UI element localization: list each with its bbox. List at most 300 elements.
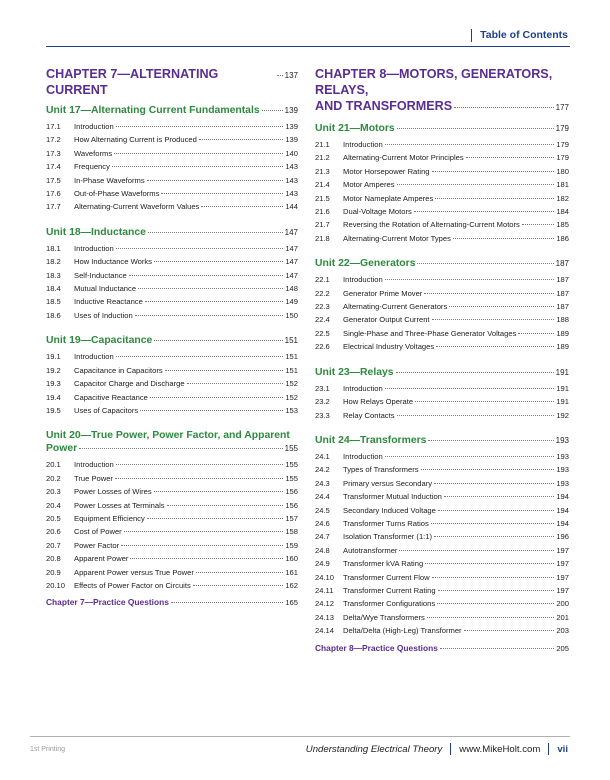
page-number: 152 <box>285 392 298 402</box>
page-number: 192 <box>556 410 569 420</box>
leader-dots <box>440 648 554 649</box>
toc-entry[interactable] <box>315 517 569 530</box>
toc-entry[interactable] <box>315 597 569 610</box>
section-title: Introduction <box>343 275 383 285</box>
section-number: 24.10 <box>315 572 335 582</box>
page-number: 155 <box>285 460 298 470</box>
unit-17-entries <box>46 120 298 214</box>
section-number: 20.7 <box>46 540 61 550</box>
section-number: 18.5 <box>46 297 61 307</box>
page-number: 177 <box>555 103 569 112</box>
leader-dots <box>415 401 554 402</box>
page-number: 139 <box>285 135 298 145</box>
section-number: 20.6 <box>46 527 61 537</box>
section-title: Alternating-Current Motor Principles <box>343 153 464 163</box>
unit-17-heading[interactable] <box>46 104 298 117</box>
toc-entry[interactable] <box>315 382 569 395</box>
toc-right-column <box>315 66 569 656</box>
toc-entry[interactable] <box>46 566 298 579</box>
section-number: 24.9 <box>315 559 330 569</box>
leader-dots <box>434 536 554 537</box>
leader-dots <box>201 206 283 207</box>
chapter-title-line2: AND TRANSFORMERS <box>315 99 453 113</box>
page-number: 149 <box>285 297 298 307</box>
leader-dots <box>199 139 284 140</box>
toc-entry[interactable] <box>46 120 298 133</box>
chapter-7-practice-questions[interactable] <box>46 595 298 610</box>
section-title: Apparent Power <box>74 554 129 564</box>
unit-title: Unit 23—Relays <box>315 366 394 378</box>
leader-dots <box>385 279 555 280</box>
page-number: 147 <box>285 270 298 280</box>
unit-22-heading[interactable] <box>315 257 569 270</box>
page-number: 144 <box>285 202 298 212</box>
section-number: 24.2 <box>315 465 330 475</box>
section-title: Power Factor <box>74 540 120 550</box>
leader-dots <box>438 510 554 511</box>
toc-entry[interactable] <box>46 512 298 525</box>
toc-entry[interactable] <box>315 273 569 286</box>
toc-entry[interactable] <box>315 477 569 490</box>
unit-title-line1: Unit 20—True Power, Power Factor, and Apparent <box>46 430 290 442</box>
section-number: 19.4 <box>46 392 61 402</box>
toc-entry[interactable] <box>46 458 298 471</box>
leader-dots <box>397 128 554 129</box>
unit-title: Unit 22—Generators <box>315 258 416 270</box>
toc-entry[interactable] <box>315 504 569 517</box>
page-number: 139 <box>285 122 298 131</box>
section-title: Equipment Efficiency <box>74 513 145 523</box>
section-title: Introduction <box>343 140 383 149</box>
leader-dots <box>396 372 554 373</box>
page-number: 187 <box>555 259 569 269</box>
toc-entry[interactable] <box>315 463 569 476</box>
section-number: 20.10 <box>46 580 66 590</box>
toc-entry[interactable] <box>315 409 569 422</box>
footer-rule <box>30 736 570 737</box>
toc-entry[interactable] <box>46 472 298 485</box>
page-number: 193 <box>556 478 569 488</box>
section-title: How Inductance Works <box>74 257 152 267</box>
section-number: 20.3 <box>46 487 61 497</box>
unit-24-heading[interactable] <box>315 434 569 447</box>
section-number: 17.6 <box>46 189 61 199</box>
page-number: 157 <box>285 513 298 523</box>
section-title: Primary versus Secondary <box>343 478 433 488</box>
section-number: 24.12 <box>315 599 335 609</box>
page-number: 200 <box>556 599 569 609</box>
section-number: 21.1 <box>315 140 330 149</box>
leader-dots <box>397 415 555 416</box>
toc-entry[interactable] <box>46 579 298 592</box>
leader-dots <box>116 464 284 465</box>
footer-separator <box>548 743 549 755</box>
page-number: 162 <box>285 580 298 590</box>
page-number: 184 <box>556 207 569 217</box>
page-number: 155 <box>284 444 298 454</box>
section-title: Transformer Mutual Induction <box>343 492 442 502</box>
leader-dots <box>196 572 283 573</box>
unit-title: Unit 17—Alternating Current Fundamentals <box>46 105 260 116</box>
section-title: Motor Amperes <box>343 180 395 190</box>
toc-entry[interactable] <box>46 133 298 146</box>
practice-title: Chapter 8—Practice Questions <box>315 642 438 653</box>
toc-entry[interactable] <box>315 544 569 557</box>
section-number: 18.1 <box>46 243 61 253</box>
section-title: Dual-Voltage Motors <box>343 207 412 217</box>
leader-dots <box>432 171 555 172</box>
section-number: 23.2 <box>315 397 330 407</box>
leader-dots <box>277 75 283 76</box>
toc-entry[interactable] <box>46 485 298 498</box>
page-number: 180 <box>556 166 569 176</box>
section-title: How Relays Operate <box>343 397 414 407</box>
chapter-8-heading[interactable] <box>315 66 569 116</box>
leader-dots <box>154 491 284 492</box>
unit-title: Unit 24—Transformers <box>315 434 427 446</box>
section-title: Transformer kVA Rating <box>343 559 424 569</box>
section-title: Introduction <box>343 383 383 393</box>
section-number: 22.6 <box>315 342 330 352</box>
leader-dots <box>464 630 555 631</box>
toc-entry[interactable] <box>315 530 569 543</box>
leader-dots <box>454 107 554 108</box>
leader-dots <box>518 333 554 334</box>
toc-entry[interactable] <box>46 174 298 187</box>
section-number: 19.5 <box>46 405 61 415</box>
unit-title-line2: Power <box>46 443 78 455</box>
section-title: Generator Prime Mover <box>343 288 423 298</box>
unit-23-heading[interactable] <box>315 366 569 379</box>
toc-entry[interactable] <box>46 525 298 538</box>
page-number: 165 <box>285 598 298 608</box>
page-number: 143 <box>285 162 298 172</box>
website-link[interactable]: www.MikeHolt.com <box>459 743 541 755</box>
leader-dots <box>121 545 283 546</box>
toc-entry[interactable] <box>46 282 298 295</box>
toc-entry[interactable] <box>315 218 569 231</box>
section-title: Introduction <box>74 460 114 470</box>
section-title: Generator Output Current <box>343 315 430 325</box>
page-number: 181 <box>556 180 569 190</box>
toc-entry[interactable] <box>46 255 298 268</box>
page-number: 143 <box>285 189 298 199</box>
section-title: Effects of Power Factor on Circuits <box>74 580 191 590</box>
page-number: 197 <box>556 585 569 595</box>
toc-entry[interactable] <box>46 391 298 404</box>
section-number: 18.2 <box>46 257 61 267</box>
leader-dots <box>417 263 553 264</box>
toc-entry[interactable] <box>315 450 569 463</box>
leader-dots <box>436 346 554 347</box>
unit-title: Unit 21—Motors <box>315 123 395 134</box>
section-title: Transformer Configurations <box>343 599 436 609</box>
toc-entry[interactable] <box>46 404 298 417</box>
toc-entry[interactable] <box>46 309 298 322</box>
page-header-title: Table of Contents <box>471 29 568 42</box>
section-number: 22.4 <box>315 315 330 325</box>
leader-dots <box>115 478 283 479</box>
leader-dots <box>522 224 554 225</box>
leader-dots <box>124 531 284 532</box>
page-number: 179 <box>556 140 569 149</box>
page-number: 182 <box>556 193 569 203</box>
page-number: 150 <box>285 310 298 320</box>
page-number: 155 <box>285 473 298 483</box>
leader-dots <box>114 153 283 154</box>
leader-dots <box>432 319 555 320</box>
section-number: 20.5 <box>46 513 61 523</box>
section-title: Capacitor Charge and Discharge <box>74 379 185 389</box>
toc-entry[interactable] <box>315 571 569 584</box>
page-number: 151 <box>285 365 298 375</box>
leader-dots <box>150 397 283 398</box>
page-number: 137 <box>284 71 298 80</box>
page-number: 151 <box>284 336 298 346</box>
section-title: Power Losses of Wires <box>74 487 152 497</box>
section-number: 24.1 <box>315 451 330 461</box>
leader-dots <box>161 193 283 194</box>
section-number: 18.6 <box>46 310 61 320</box>
toc-entry[interactable] <box>315 232 569 245</box>
page-number: 139 <box>284 106 298 115</box>
toc-entry[interactable] <box>315 205 569 218</box>
section-title: Transformer Current Rating <box>343 585 436 595</box>
page-number: 191 <box>555 367 569 377</box>
section-number: 17.4 <box>46 162 61 172</box>
chapter-8-practice-questions[interactable] <box>315 641 569 656</box>
leader-dots <box>431 523 555 524</box>
leader-dots <box>135 315 284 316</box>
section-number: 24.8 <box>315 545 330 555</box>
unit-23-entries <box>315 382 569 422</box>
section-title: How Alternating Current is Produced <box>74 135 197 145</box>
leader-dots <box>437 603 554 604</box>
section-number: 22.5 <box>315 328 330 338</box>
leader-dots <box>145 301 284 302</box>
section-title: Uses of Capacitors <box>74 405 139 415</box>
section-number: 17.5 <box>46 175 61 185</box>
leader-dots <box>140 410 283 411</box>
page-number: 189 <box>556 328 569 338</box>
unit-21-heading[interactable] <box>315 122 569 135</box>
section-title: Mutual Inductance <box>74 284 137 294</box>
toc-entry[interactable] <box>315 165 569 178</box>
leader-dots <box>148 232 283 233</box>
page-number: 161 <box>285 567 298 577</box>
unit-18-entries <box>46 242 298 322</box>
leader-dots <box>167 505 284 506</box>
unit-18-heading[interactable] <box>46 226 298 239</box>
page-number: 196 <box>556 532 569 542</box>
section-number: 24.3 <box>315 478 330 488</box>
section-number: 18.3 <box>46 270 61 280</box>
leader-dots <box>116 248 284 249</box>
leader-dots <box>154 261 283 262</box>
leader-dots <box>116 356 284 357</box>
leader-dots <box>262 110 283 111</box>
toc-entry[interactable] <box>46 242 298 255</box>
section-title: Types of Transformers <box>343 465 419 475</box>
section-number: 21.3 <box>315 166 330 176</box>
leader-dots <box>187 383 284 384</box>
page-number: 187 <box>556 288 569 298</box>
section-number: 22.2 <box>315 288 330 298</box>
section-number: 21.8 <box>315 233 330 243</box>
toc-entry[interactable] <box>46 539 298 552</box>
section-title: Introduction <box>74 352 114 362</box>
toc-entry[interactable] <box>46 295 298 308</box>
section-title: Introduction <box>74 122 114 131</box>
toc-entry[interactable] <box>315 178 569 191</box>
section-number: 21.5 <box>315 193 330 203</box>
printing-label: 1st Printing <box>30 746 66 753</box>
leader-dots <box>397 184 555 185</box>
section-title: Introduction <box>74 243 114 253</box>
leader-dots <box>154 340 282 341</box>
section-number: 20.8 <box>46 554 61 564</box>
section-title: Apparent Power versus True Power <box>74 567 194 577</box>
section-title: Frequency <box>74 162 110 172</box>
page-number: 152 <box>285 379 298 389</box>
unit-title: Unit 19—Capacitance <box>46 335 153 347</box>
toc-entry[interactable] <box>315 151 569 164</box>
footer-info <box>306 743 568 755</box>
section-number: 19.3 <box>46 379 61 389</box>
toc-entry[interactable] <box>315 340 569 353</box>
leader-dots <box>399 550 554 551</box>
toc-entry[interactable] <box>315 624 569 637</box>
page-number: 194 <box>556 518 569 528</box>
page-number: 189 <box>556 342 569 352</box>
page-number: 187 <box>556 302 569 312</box>
section-title: Delta/Wye Transformers <box>343 612 425 622</box>
section-title: Alternating-Current Waveform Values <box>74 202 200 212</box>
toc-entry[interactable] <box>315 584 569 597</box>
page-number: 187 <box>556 275 569 285</box>
toc-entry[interactable] <box>46 350 298 363</box>
page-number: 156 <box>285 487 298 497</box>
toc-entry[interactable] <box>315 192 569 205</box>
unit-22-entries <box>315 273 569 353</box>
leader-dots <box>424 293 554 294</box>
section-title: Transformer Current Flow <box>343 572 430 582</box>
leader-dots <box>432 577 555 578</box>
page-number: 197 <box>556 559 569 569</box>
page-number: 140 <box>285 148 298 158</box>
leader-dots <box>147 180 284 181</box>
page-number: 148 <box>285 284 298 294</box>
page-number-footer: vii <box>557 743 568 755</box>
page-number: 201 <box>556 612 569 622</box>
leader-dots <box>434 483 554 484</box>
section-title: Capacitance in Capacitors <box>74 365 163 375</box>
leader-dots <box>435 198 554 199</box>
leader-dots <box>385 388 555 389</box>
section-title: Cost of Power <box>74 527 122 537</box>
page-number: 194 <box>556 492 569 502</box>
section-title: Secondary Induced Voltage <box>343 505 436 515</box>
leader-dots <box>444 496 554 497</box>
page-number: 185 <box>556 220 569 230</box>
section-title: Relay Contacts <box>343 410 395 420</box>
chapter-7-heading[interactable] <box>46 66 298 98</box>
section-title: Inductive Reactance <box>74 297 143 307</box>
section-number: 21.4 <box>315 180 330 190</box>
page-number: 153 <box>285 405 298 415</box>
toc-entry[interactable] <box>315 138 569 151</box>
leader-dots <box>466 157 555 158</box>
section-title: Reversing the Rotation of Alternating-Current Motors <box>343 220 520 230</box>
section-number: 24.6 <box>315 518 330 528</box>
toc-entry[interactable] <box>46 499 298 512</box>
unit-20-heading[interactable] <box>46 429 298 455</box>
section-number: 22.1 <box>315 275 330 285</box>
page-number: 159 <box>285 540 298 550</box>
page-number: 193 <box>555 435 569 445</box>
toc-entry[interactable] <box>46 147 298 160</box>
section-title: Transformer Turns Ratios <box>343 518 429 528</box>
leader-dots <box>385 456 555 457</box>
toc-entry[interactable] <box>46 552 298 565</box>
page-number: 191 <box>556 383 569 393</box>
section-number: 20.1 <box>46 460 61 470</box>
section-number: 24.7 <box>315 532 330 542</box>
toc-entry[interactable] <box>315 490 569 503</box>
leader-dots <box>79 448 282 449</box>
section-title: Isolation Transformer (1:1) <box>343 532 433 542</box>
unit-20-entries <box>46 458 298 592</box>
section-number: 24.4 <box>315 492 330 502</box>
toc-entry[interactable] <box>315 327 569 340</box>
header-rule <box>46 46 570 47</box>
toc-entry[interactable] <box>46 377 298 390</box>
unit-24-entries <box>315 450 569 638</box>
toc-entry[interactable] <box>315 313 569 326</box>
page-number: 197 <box>556 545 569 555</box>
section-number: 24.14 <box>315 626 335 636</box>
section-number: 20.2 <box>46 473 61 483</box>
practice-title: Chapter 7—Practice Questions <box>46 597 169 608</box>
toc-entry[interactable] <box>315 300 569 313</box>
leader-dots <box>171 602 283 603</box>
toc-entry[interactable] <box>46 364 298 377</box>
toc-entry[interactable] <box>315 395 569 408</box>
section-number: 21.2 <box>315 153 330 163</box>
section-title: Motor Nameplate Amperes <box>343 193 434 203</box>
toc-entry[interactable] <box>315 287 569 300</box>
page-number: 151 <box>285 352 298 362</box>
toc-entry[interactable] <box>46 200 298 213</box>
section-number: 24.11 <box>315 585 334 595</box>
section-number: 17.1 <box>46 122 61 131</box>
leader-dots <box>130 558 283 559</box>
page-number: 194 <box>556 505 569 515</box>
section-number: 21.6 <box>315 207 330 217</box>
toc-entry[interactable] <box>46 187 298 200</box>
toc-entry[interactable] <box>46 269 298 282</box>
toc-entry[interactable] <box>46 160 298 173</box>
section-number: 19.1 <box>46 352 61 362</box>
page-number: 179 <box>556 153 569 163</box>
section-title: Self-Inductance <box>74 270 127 280</box>
book-title: Understanding Electrical Theory <box>305 743 443 755</box>
unit-19-heading[interactable] <box>46 334 298 347</box>
leader-dots <box>165 370 284 371</box>
toc-entry[interactable] <box>315 611 569 624</box>
toc-entry[interactable] <box>315 557 569 570</box>
toc-left-column <box>46 66 298 610</box>
